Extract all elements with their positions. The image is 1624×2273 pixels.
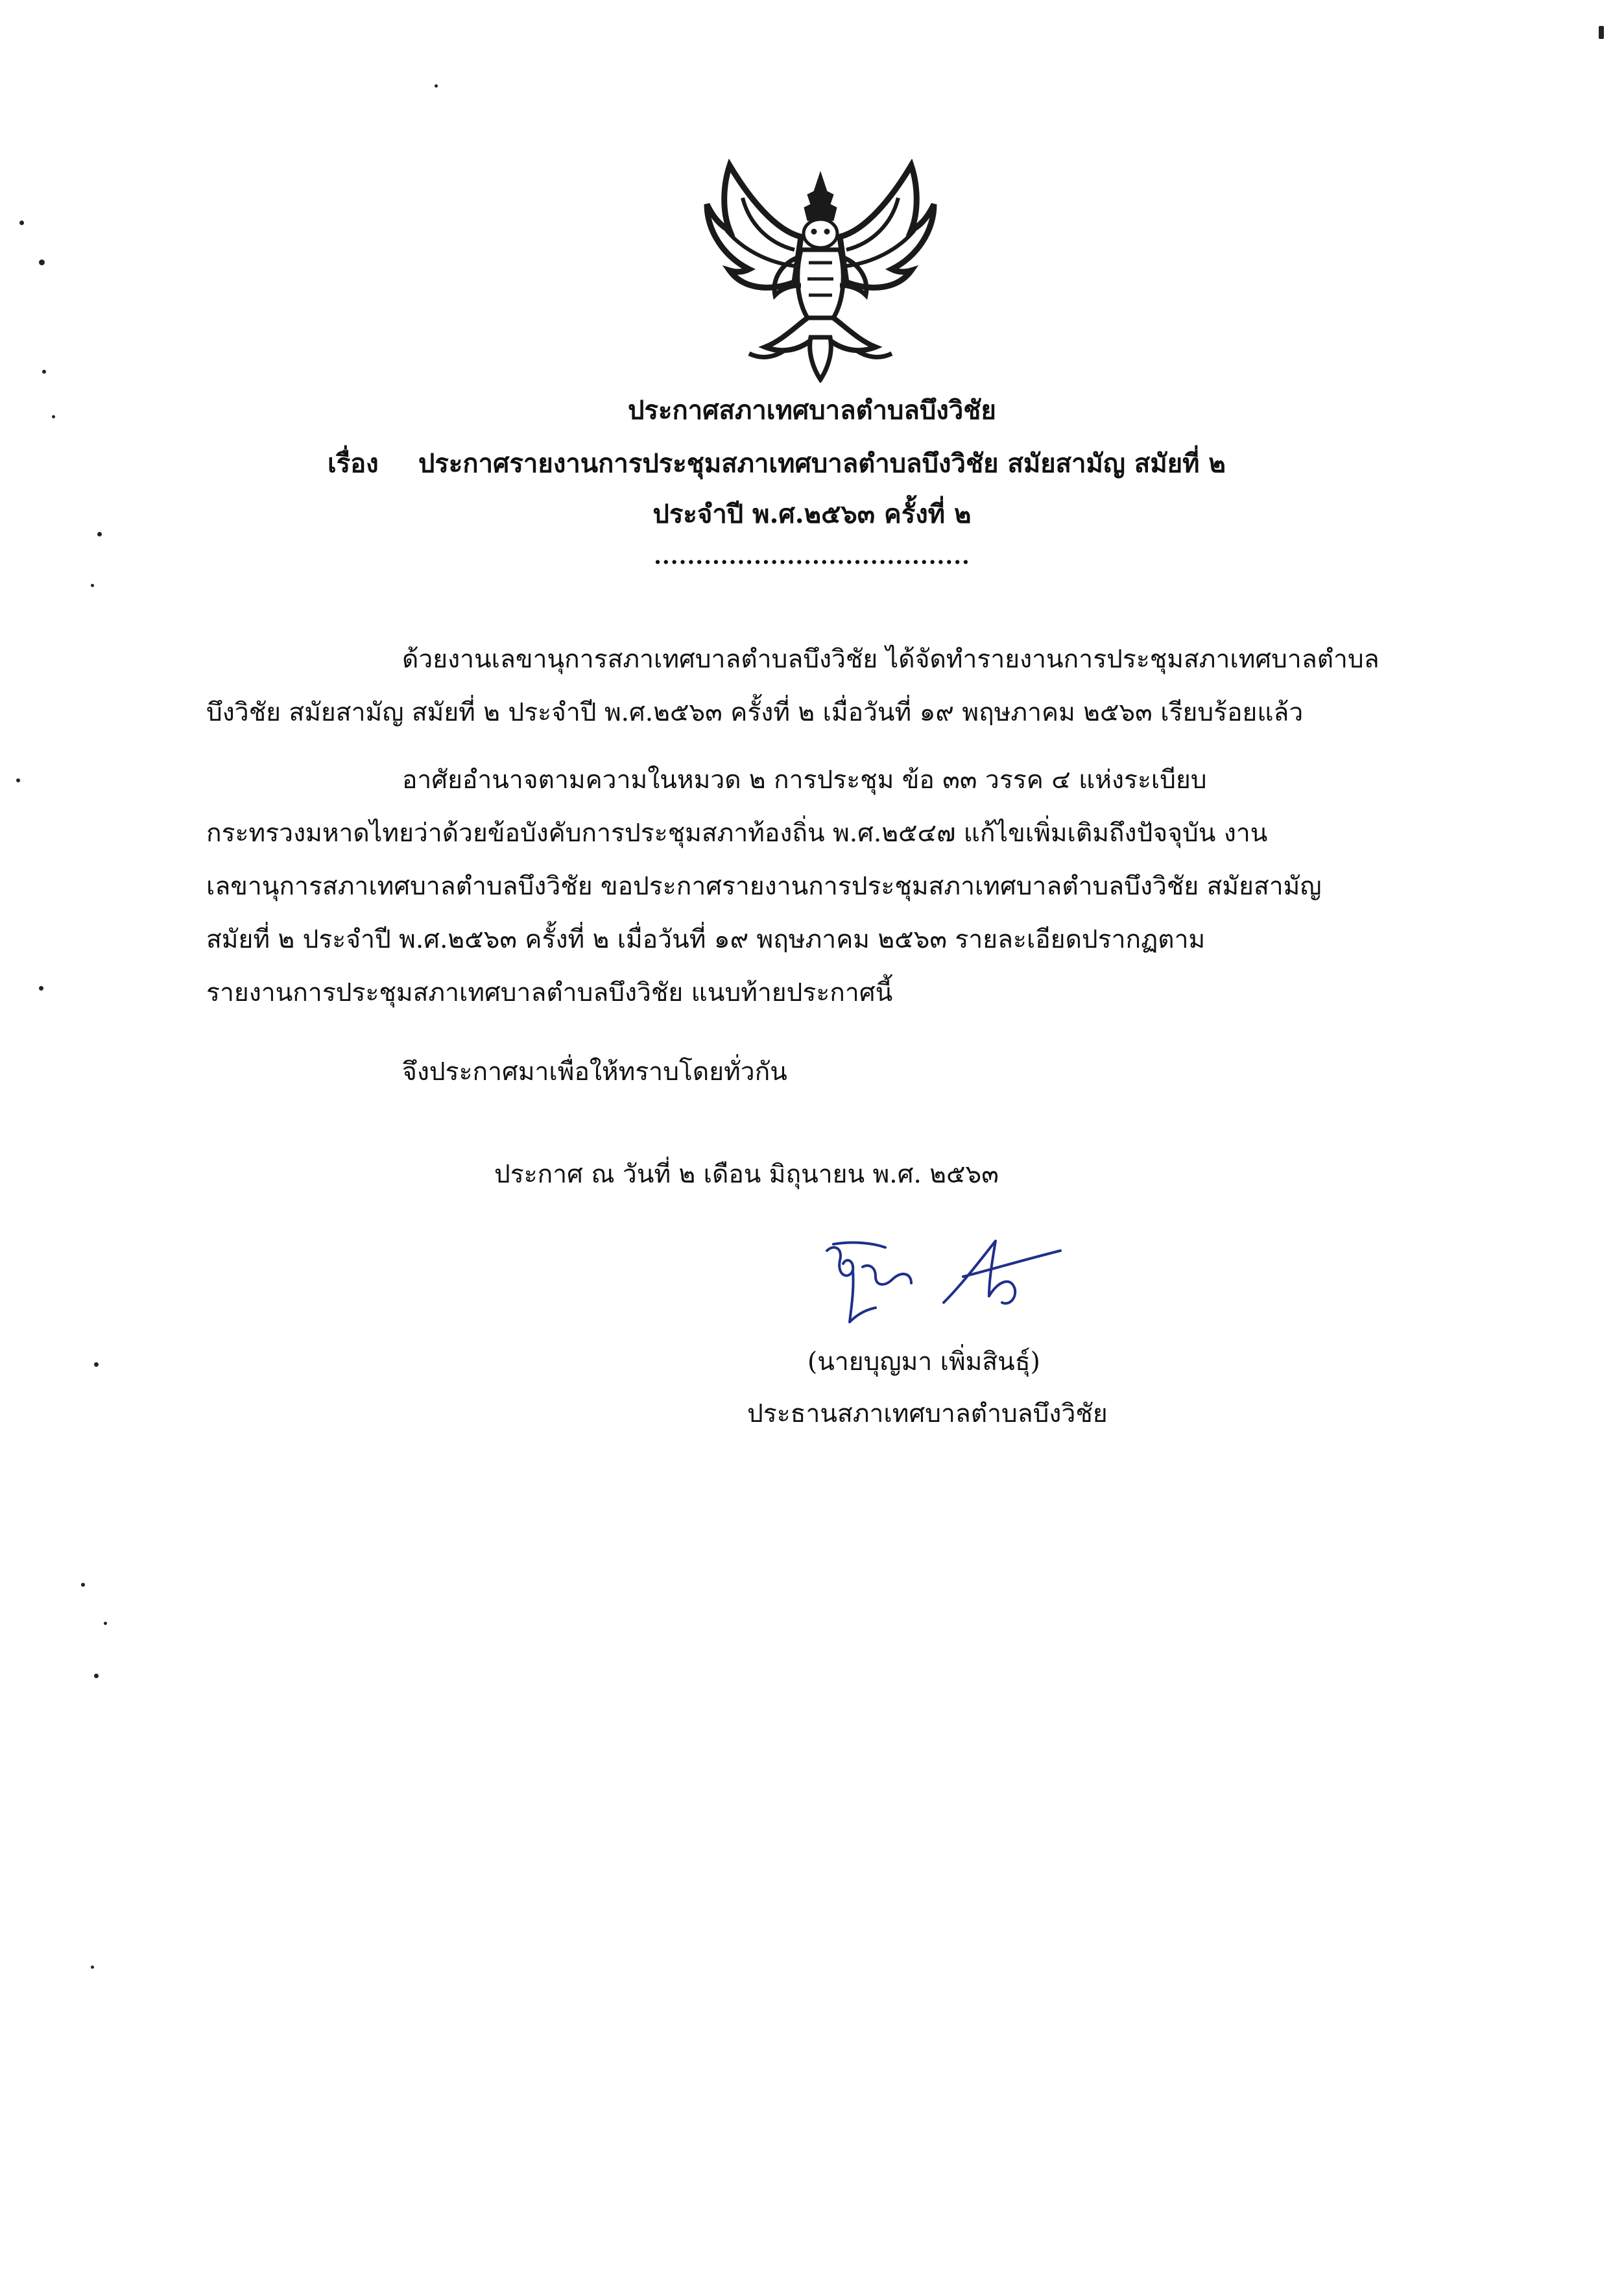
subject-text: ประกาศรายงานการประชุมสภาเทศบาลตำบลบึงวิชัย สมัยสามัญ สมัยที่ ๒ [418,448,1226,479]
handwritten-signature [814,1231,1067,1329]
subject-line [328,442,1226,484]
subject-label: เรื่อง [328,448,379,479]
year-line: ประจำปี พ.ศ.๒๕๖๓ ครั้งที่ ๒ [652,499,972,529]
separator-dots: ...................................... [654,544,970,570]
date-line: ประกาศ ณ วันที่ ๒ เดือน มิถุนายน พ.ศ. ๒๕๖๓ [494,1160,999,1189]
paragraph2-line1: อาศัยอำนาจตามความในหมวด ๒ การประชุม ข้อ ๓๓ วรรค ๔ แห่งระเบียบ [402,765,1207,795]
paragraph2-line2: กระทรวงมหาดไทยว่าด้วยข้อบังคับการประชุมสภาท้องถิ่น พ.ศ.๒๕๔๗ แก้ไขเพิ่มเติมถึงปัจจุบัน งาน [206,819,1268,848]
announcement-title: ประกาศสภาเทศบาลตำบลบึงวิชัย [628,395,996,426]
paragraph2-line3: เลขานุการสภาเทศบาลตำบลบึงวิชัย ขอประกาศรายงานการประชุมสภาเทศบาลตำบลบึงวิชัย สมัยสามัญ [206,872,1322,901]
paragraph2-line4: สมัยที่ ๒ ประจำปี พ.ศ.๒๕๖๓ ครั้งที่ ๒ เมื่อวันที่ ๑๙ พฤษภาคม ๒๕๖๓ รายละเอียดปรากฏตาม [206,925,1206,954]
closing-line: จึงประกาศมาเพื่อให้ทราบโดยทั่วกัน [402,1057,787,1087]
signatory-position: ประธานสภาเทศบาลตำบลบึงวิชัย [747,1399,1108,1428]
paragraph1-line1: ด้วยงานเลขานุการสภาเทศบาลตำบลบึงวิชัย ได้จัดทำรายงานการประชุมสภาเทศบาลตำบล [402,645,1379,674]
garuda-emblem [704,159,937,383]
paragraph1-line2: บึงวิชัย สมัยสามัญ สมัยที่ ๒ ประจำปี พ.ศ.๒๕๖๓ ครั้งที่ ๒ เมื่อวันที่ ๑๙ พฤษภาคม ๒๕๖๓ เรียบร้อยแล้ว [206,698,1304,727]
signatory-name: (นายบุญมา เพิ่มสินธุ์) [807,1347,1040,1377]
paragraph2-line5: รายงานการประชุมสภาเทศบาลตำบลบึงวิชัย แนบท้ายประกาศนี้ [206,978,893,1007]
